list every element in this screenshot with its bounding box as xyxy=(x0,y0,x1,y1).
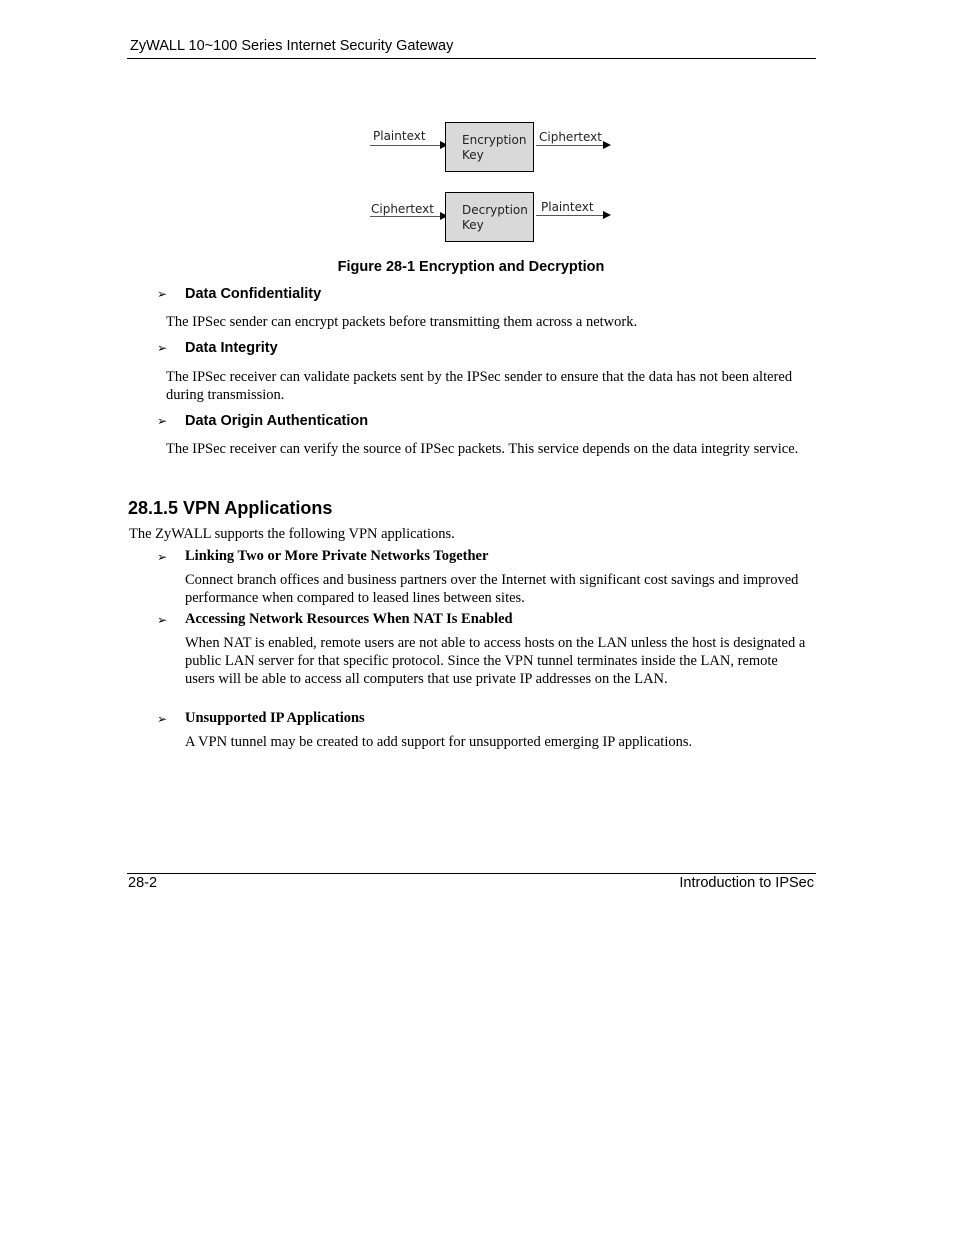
section-heading: 28.1.5 VPN Applications xyxy=(128,498,333,518)
vpn-app-title-unsupported: Unsupported IP Applications xyxy=(185,710,365,726)
decrypt-output-line xyxy=(536,215,606,216)
decryption-key-box xyxy=(445,192,534,242)
decrypt-input-line xyxy=(370,216,444,217)
encrypt-output-label: Ciphertext xyxy=(539,130,602,144)
bullet-arrow-icon: ➢ xyxy=(157,712,168,726)
encrypt-input-line xyxy=(370,145,444,146)
service-title-confidentiality: Data Confidentiality xyxy=(185,286,322,302)
service-title-integrity: Data Integrity xyxy=(185,340,278,356)
encryption-key-label: Encryption Key xyxy=(462,133,527,162)
encrypt-input-label: Plaintext xyxy=(373,129,426,143)
decrypt-output-label: Plaintext xyxy=(541,200,594,214)
section-intro: The ZyWALL supports the following VPN applications. xyxy=(129,526,455,542)
service-text-confidentiality: The IPSec sender can encrypt packets before transmitting them across a network. xyxy=(166,314,638,330)
encryption-decryption-figure xyxy=(360,114,630,254)
header-rule xyxy=(127,58,816,59)
footer-rule xyxy=(127,873,816,874)
vpn-app-text-nat: When NAT is enabled, remote users are not able to access hosts on the LAN unless the host is designated a public LAN server for that specific protocol. Since the VPN tunnel terminates inside the LAN, remote users will be able to access all computers that use private IP addresses on the LAN. xyxy=(185,635,806,687)
bullet-arrow-icon: ➢ xyxy=(157,613,168,627)
running-header: ZyWALL 10~100 Series Internet Security Gateway xyxy=(130,38,454,54)
bullet-arrow-icon: ➢ xyxy=(157,414,168,428)
arrow-right-icon xyxy=(603,141,611,149)
page-number: 28-2 xyxy=(128,875,158,891)
bullet-arrow-icon: ➢ xyxy=(157,550,168,564)
figure-caption: Figure 28-1 Encryption and Decryption xyxy=(337,259,605,275)
encrypt-output-line xyxy=(536,145,606,146)
arrow-right-icon xyxy=(603,211,611,219)
chapter-title: Introduction to IPSec xyxy=(679,875,814,891)
vpn-app-text-unsupported: A VPN tunnel may be created to add support for unsupported emerging IP applications. xyxy=(185,734,693,750)
vpn-app-text-linking: Connect branch offices and business partners over the Internet with significant cost savings and improved performance when compared to leased lines between sites. xyxy=(185,572,799,606)
service-text-integrity: The IPSec receiver can validate packets sent by the IPSec sender to ensure that the data has not been altered during transmission. xyxy=(166,369,793,403)
decryption-key-label: Decryption Key xyxy=(462,203,528,232)
vpn-app-title-nat: Accessing Network Resources When NAT Is Enabled xyxy=(185,611,513,627)
encryption-key-box xyxy=(445,122,534,172)
bullet-arrow-icon: ➢ xyxy=(157,341,168,355)
bullet-arrow-icon: ➢ xyxy=(157,287,168,301)
service-text-origin-authentication: The IPSec receiver can verify the source of IPSec packets. This service depends on the data integrity service. xyxy=(166,441,799,457)
vpn-app-title-linking: Linking Two or More Private Networks Together xyxy=(185,548,489,564)
service-title-origin-authentication: Data Origin Authentication xyxy=(185,413,369,429)
decrypt-input-label: Ciphertext xyxy=(371,202,434,216)
